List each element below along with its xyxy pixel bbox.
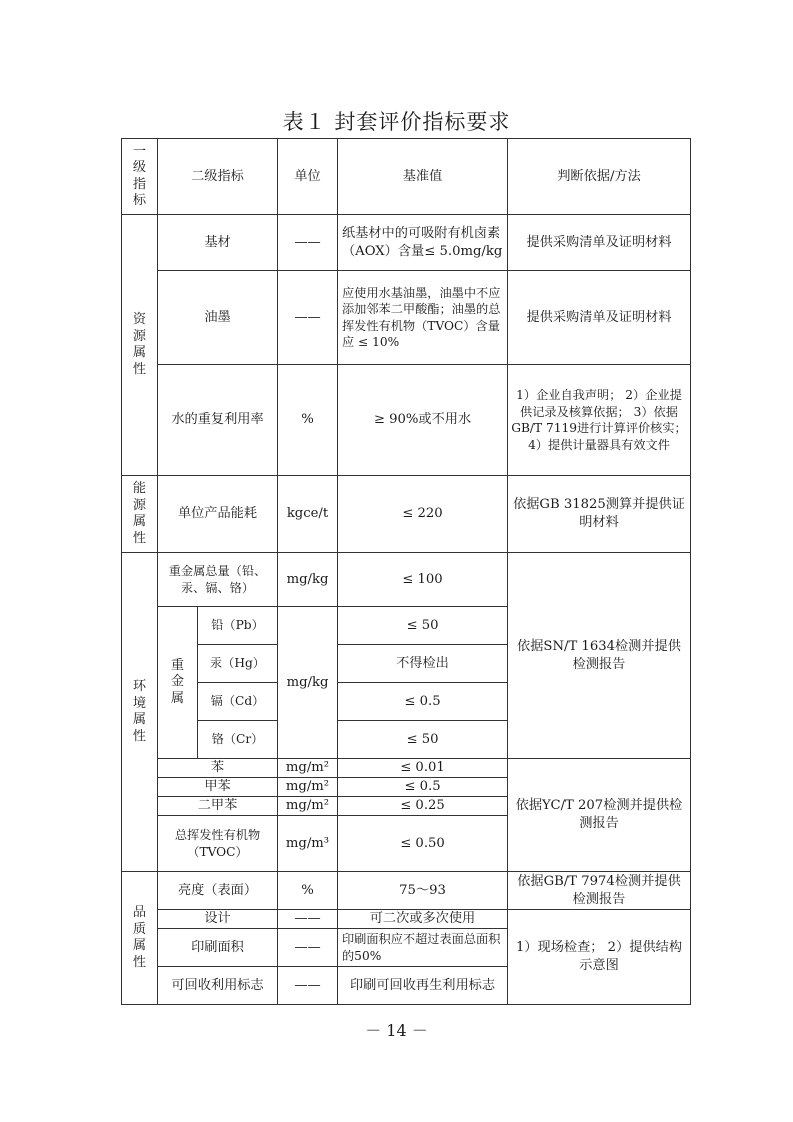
row-name: 可回收利用标志 (158, 967, 278, 1005)
row-method: 依据YC/T 207检测并提供检测报告 (508, 759, 691, 872)
row-name: 油墨 (158, 271, 278, 365)
row-unit: mg/m² (278, 797, 338, 816)
header-method: 判断依据/方法 (508, 139, 691, 215)
row-unit: kgce/t (278, 476, 338, 553)
header-unit: 单位 (278, 139, 338, 215)
row-unit: mg/m³ (278, 816, 338, 872)
row-name: 水的重复利用率 (158, 365, 278, 476)
page-number: － 14 － (365, 1021, 428, 1040)
row-name: 铅（Pb） (198, 607, 278, 645)
row-name: 镉（Cd） (198, 683, 278, 721)
row-name: 甲苯 (158, 778, 278, 797)
row-unit: —— (278, 910, 338, 929)
table-title: 表１ 封套评价指标要求 (282, 110, 511, 134)
row-method: 依据GB/T 7974检测并提供检测报告 (508, 872, 691, 910)
row-value: 可二次或多次使用 (338, 910, 508, 929)
row-name: 总挥发性有机物（TVOC） (158, 816, 278, 872)
header-row (122, 139, 691, 215)
header-level1: 一级指标 (122, 139, 158, 215)
row-unit: mg/kg (278, 553, 338, 607)
table-row (122, 365, 691, 476)
row-name: 重金属总量（铅、汞、镉、铬） (158, 553, 278, 607)
group-environment: 环境属性 (122, 553, 158, 872)
row-unit: % (278, 365, 338, 476)
row-value: ≤ 220 (338, 476, 508, 553)
table-row (122, 215, 691, 271)
row-value: ≥ 90%或不用水 (338, 365, 508, 476)
subgroup-heavy-metal: 重金属 (158, 607, 198, 759)
row-value: ≤ 50 (338, 607, 508, 645)
header-baseline: 基准值 (338, 139, 508, 215)
row-method: 1）企业自我声明； 2）企业提供记录及核算依据； 3）依据GB/T 7119进行计算评价核实； 4）提供计量器具有效文件 (508, 365, 691, 476)
row-value: ≤ 0.25 (338, 797, 508, 816)
row-unit: —— (278, 929, 338, 967)
row-method: 提供采购清单及证明材料 (508, 215, 691, 271)
table-row (122, 476, 691, 553)
row-name: 二甲苯 (158, 797, 278, 816)
row-name: 汞（Hg） (198, 645, 278, 683)
row-method: 依据SN/T 1634检测并提供检测报告 (508, 553, 691, 759)
row-method: 提供采购清单及证明材料 (508, 271, 691, 365)
row-unit: mg/m² (278, 759, 338, 778)
group-resource: 资源属性 (122, 215, 158, 476)
row-method: 1）现场检查； 2）提供结构示意图 (508, 910, 691, 1005)
table-row (122, 553, 691, 607)
header-level2: 二级指标 (158, 139, 278, 215)
row-value: ≤ 0.5 (338, 778, 508, 797)
row-name: 印刷面积 (158, 929, 278, 967)
row-value: ≤ 100 (338, 553, 508, 607)
row-unit: % (278, 872, 338, 910)
row-unit: mg/kg (278, 607, 338, 759)
row-value: 不得检出 (338, 645, 508, 683)
row-unit: —— (278, 215, 338, 271)
row-name: 铬（Cr） (198, 721, 278, 759)
row-unit: mg/m² (278, 778, 338, 797)
row-value: 纸基材中的可吸附有机卤素（AOX）含量≤ 5.0mg/kg (338, 215, 508, 271)
row-name: 亮度（表面） (158, 872, 278, 910)
row-value: 印刷面积应不超过表面总面积的50% (338, 929, 508, 967)
table-row (122, 271, 691, 365)
row-method: 依据GB 31825测算并提供证明材料 (508, 476, 691, 553)
row-unit: —— (278, 967, 338, 1005)
group-energy: 能源属性 (122, 476, 158, 553)
row-value: 印刷可回收再生利用标志 (338, 967, 508, 1005)
row-value: ≤ 0.5 (338, 683, 508, 721)
table-row (122, 759, 691, 778)
row-name: 基材 (158, 215, 278, 271)
table-row (122, 872, 691, 910)
row-name: 设计 (158, 910, 278, 929)
evaluation-table (121, 138, 691, 1005)
row-value: ≤ 0.01 (338, 759, 508, 778)
row-value: ≤ 0.50 (338, 816, 508, 872)
row-value: ≤ 50 (338, 721, 508, 759)
row-value: 75～93 (338, 872, 508, 910)
group-quality: 品质属性 (122, 872, 158, 1005)
table-row (122, 910, 691, 929)
row-value: 应使用水基油墨，油墨中不应添加邻苯二甲酸酯；油墨的总挥发性有机物（TVOC）含量应 ≤ 10% (338, 271, 508, 365)
row-unit: —— (278, 271, 338, 365)
row-name: 苯 (158, 759, 278, 778)
row-name: 单位产品能耗 (158, 476, 278, 553)
